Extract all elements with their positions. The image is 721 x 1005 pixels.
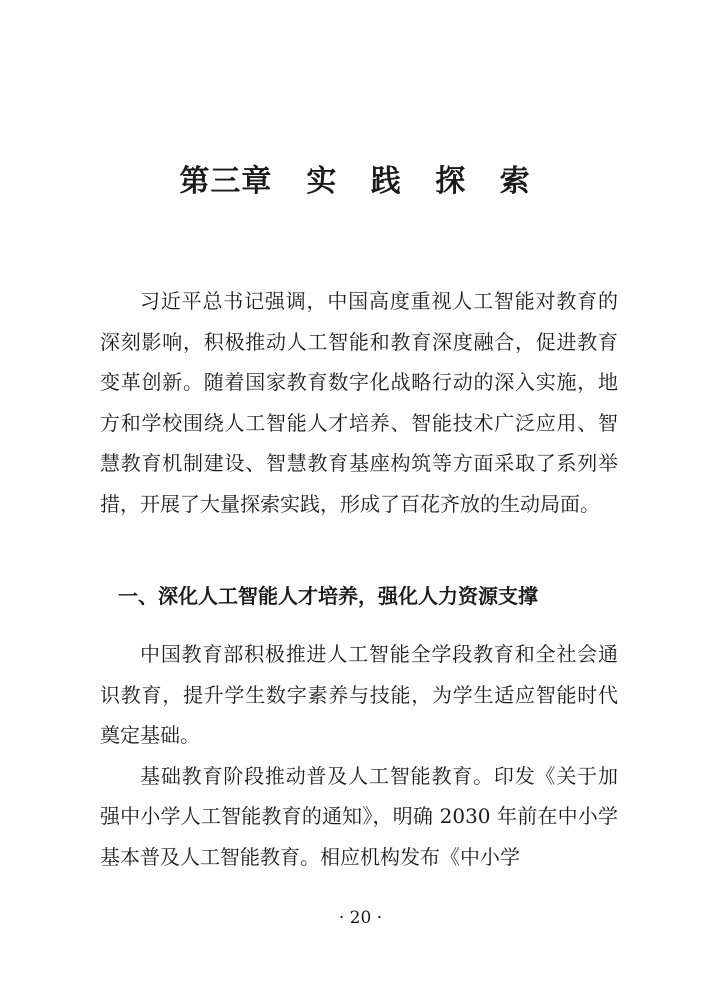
section-heading: 一、深化人工智能人才培养，强化人力资源支撑	[118, 584, 538, 608]
intro-text	[100, 281, 618, 524]
section-body	[100, 634, 618, 877]
chapter-name: 实 践 探 索	[306, 164, 542, 199]
chapter-title	[0, 162, 721, 202]
intro-paragraph: 习近平总书记强调，中国高度重视人工智能对教育的深刻影响，积极推动人工智能和教育深度融合，促进教育变革创新。随着国家教育数字化战略行动的深入实施，地方和学校围绕人工智能人才培养、智能技术广泛应用、智慧教育机制建设、智慧教育基座构筑等方面采取了系列举措，开展了大量探索实践，形成了百花齐放的生动局面。	[100, 289, 618, 516]
chapter-label: 第三章	[179, 164, 273, 199]
page-number: · 20 ·	[338, 908, 383, 928]
section-paragraph-2: 基础教育阶段推动普及人工智能教育。印发《关于加强中小学人工智能教育的通知》，明确 2030 年前在中小学基本普及人工智能教育。相应机构发布《中小学	[100, 763, 618, 869]
section-paragraph-1: 中国教育部积极推进人工智能全学段教育和全社会通识教育，提升学生数字素养与技能，为学生适应智能时代奠定基础。	[100, 642, 618, 747]
